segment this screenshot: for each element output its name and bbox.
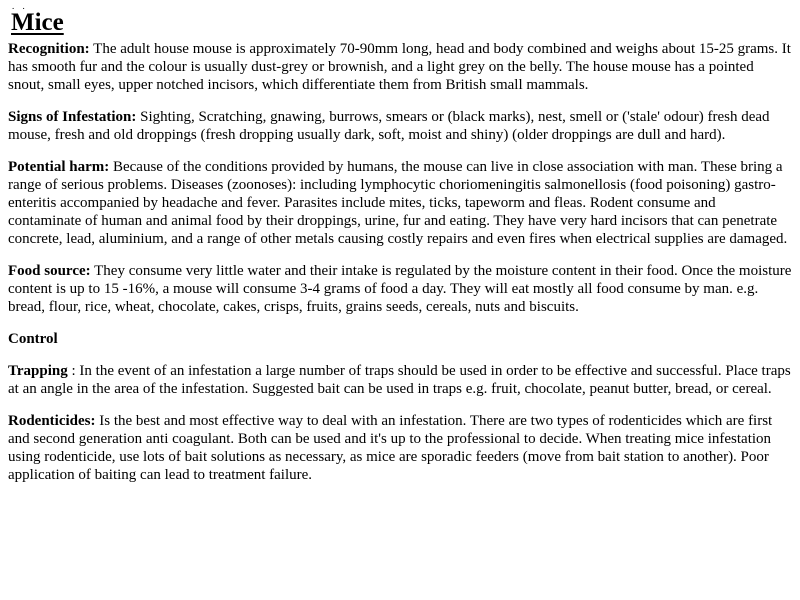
recognition-text: The adult house mouse is approximately 70-90mm long, head and body combined and weighs about 15-25 grams. It has smooth fur and the colour is usually dust-grey or brownish, and a light grey on the belly. The house mouse has a pointed snout, small eyes, upper notched incisors, which differentiate them from British small mammals.	[8, 41, 791, 93]
food-label: Food source:	[8, 263, 91, 279]
signs-paragraph	[8, 108, 792, 144]
recognition-paragraph	[8, 40, 792, 94]
recognition-label: Recognition:	[8, 41, 90, 57]
harm-paragraph	[8, 158, 792, 248]
signs-label: Signs of Infestation:	[8, 109, 137, 125]
decorative-dots: . .	[12, 1, 28, 11]
page-title: Mice	[11, 9, 64, 36]
signs-text: Sighting, Scratching, gnawing, burrows, smears or (black marks), nest, smell or ('stale' odour) fresh dead mouse, fresh and old droppings (fresh dropping usually dark, soft, moist and shiny) (older droppings are dull and hard).	[8, 109, 770, 143]
food-paragraph	[8, 262, 792, 316]
trapping-text: : In the event of an infestation a large number of traps should be used in order to be effective and successful. Place traps at an angle in the area of the infestation. Suggested bait can be used in traps e.g. fruit, chocolate, peanut butter, bread, or cereal.	[8, 363, 791, 397]
harm-label: Potential harm:	[8, 159, 110, 175]
food-text: They consume very little water and their intake is regulated by the moisture content in their food. Once the moisture content is up to 15 -16%, a mouse will consume 3-4 grams of food a day. They will eat mostly all food consume by man. e.g. bread, flour, rice, wheat, chocolate, cakes, crisps, fruits, grains seeds, cereals, nuts and biscuits.	[8, 263, 792, 315]
rodenticides-label: Rodenticides:	[8, 413, 96, 429]
trapping-label: Trapping	[8, 363, 68, 379]
rodenticides-text: Is the best and most effective way to deal with an infestation. There are two types of rodenticides which are first and second generation anti coagulant. Both can be used and it's up to the professional to decide. When treating mice infestation using rodenticide, use lots of bait solutions as necessary, as mice are sporadic feeders (move from bait station to another). Poor application of baiting can lead to treatment failure.	[8, 413, 773, 483]
trapping-paragraph	[8, 362, 792, 398]
control-heading	[8, 330, 792, 348]
harm-text: Because of the conditions provided by humans, the mouse can live in close association with man. These bring a range of serious problems. Diseases (zoonoses): including lymphocytic choriomeningitis salmonellosis (food poisoning) gastro-enteritis accompanied by headache and fever. Parasites include mites, ticks, tapeworm and fleas. Rodent consume and contaminate of human and animal food by their droppings, urine, fur and eating. They have very hard incisors that can penetrate concrete, lead, aluminium, and a range of other metals causing costly repairs and even fires when electrical supplies are damaged.	[8, 159, 788, 247]
rodenticides-paragraph	[8, 412, 792, 484]
control-label: Control	[8, 331, 58, 347]
